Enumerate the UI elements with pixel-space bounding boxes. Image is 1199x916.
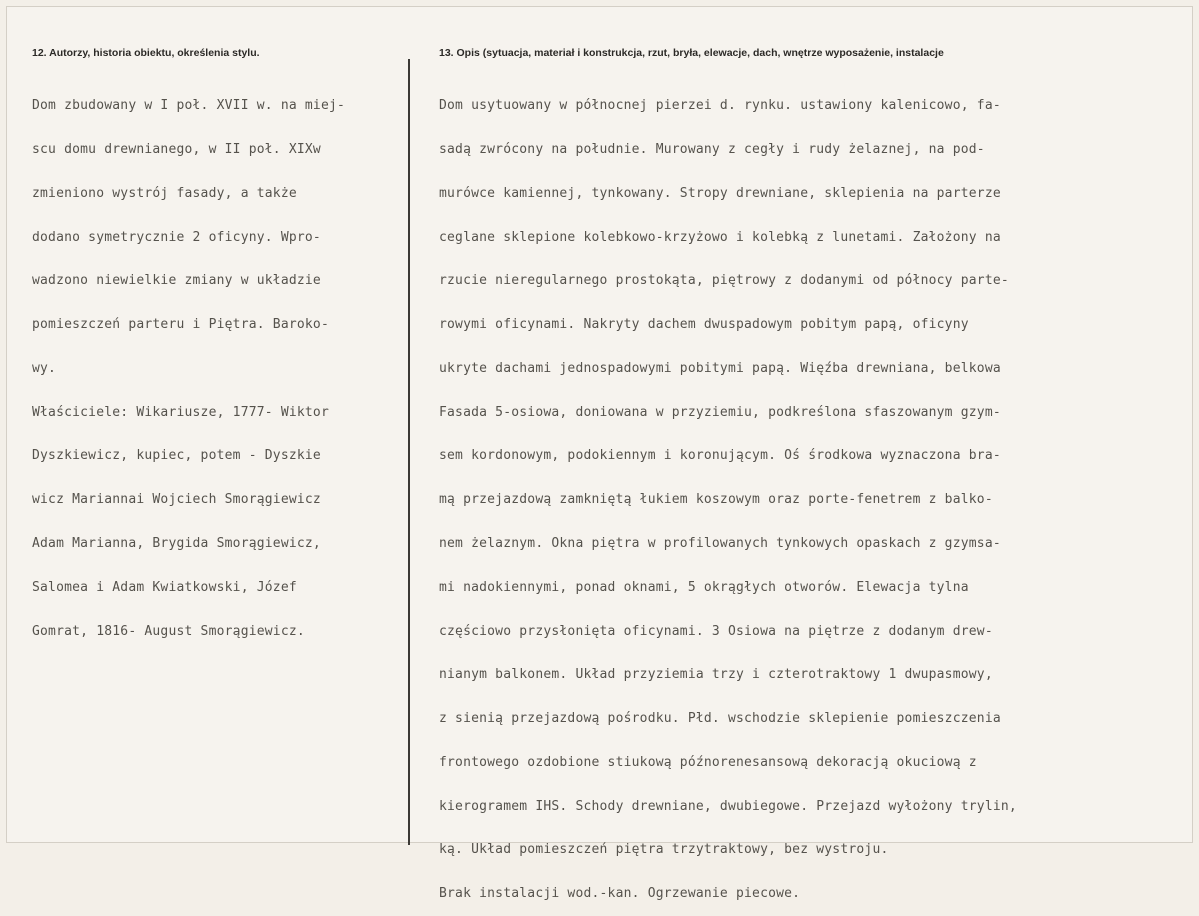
text-line: nem żelaznym. Okna piętra w profilowanych tynkowych opaskach z gzymsa-: [439, 536, 1001, 551]
text-line: Brak instalacji wod.-kan. Ogrzewanie piecowe.: [439, 886, 801, 902]
text-line: scu domu drewnianego, w II poł. XIXw: [32, 141, 321, 157]
section-12-text: [32, 70, 345, 654]
text-line: murówce kamiennej, tynkowany. Stropy drewniane, sklepienia na parterze: [439, 185, 1001, 201]
column-divider: [408, 59, 410, 845]
text-line: zmieniono wystrój fasady, a także: [32, 185, 297, 201]
text-line: wy.: [32, 360, 57, 376]
text-line: Dom usytuowany w północnej pierzei d. rynku. ustawiony kalenicowo, fa-: [439, 98, 1001, 114]
text-line: z sienią przejazdową pośrodku. Płd. wschodzie sklepienie pomieszczenia: [439, 711, 1001, 727]
text-line: częściowo przysłonięta oficynami. 3 Osiowa na piętrze z dodanym drew-: [439, 623, 993, 639]
text-line: mą przejazdową zamkniętą łukiem koszowym oraz porte-fenetrem z balko-: [439, 492, 993, 508]
text-line: Dyszkiewicz, kupiec, potem - Dyszkie: [32, 448, 321, 464]
text-line: ką. Układ pomieszczeń piętra trzytraktowy, bez wystroju.: [439, 842, 889, 858]
text-line: Fasada 5-osiowa, doniowana w przyziemiu, podkreślona sfaszowanym gzym-: [439, 404, 1001, 420]
section-13-text: [439, 70, 1017, 916]
section-12-heading: 12. Autorzy, historia obiektu, określenia stylu.: [32, 47, 260, 59]
text-line: frontowego ozdobione stiukową późnorenesansową dekoracją okuciową z: [439, 754, 977, 770]
text-line: rowymi oficynami. Nakryty dachem dwuspadowym pobitym papą, oficyny: [439, 317, 969, 333]
text-line: mi nadokiennymi, ponad oknami, 5 okrągłych otworów. Elewacja tylna: [439, 579, 969, 595]
text-line: dodano symetrycznie 2 oficyny. Wpro-: [32, 229, 321, 245]
text-line: pomieszczeń parteru i Piętra. Baroko-: [32, 317, 329, 333]
text-line: Salomea i Adam Kwiatkowski, Józef: [32, 579, 297, 595]
text-line: sem kordonowym, podokiennym i koronującym. Oś środkowa wyznaczona bra-: [439, 448, 1001, 464]
section-13-heading: 13. Opis (sytuacja, materiał i konstrukcja, rzut, bryła, elewacje, dach, wnętrze wyposażenie, instalacje: [439, 47, 944, 59]
text-line: Dom zbudowany w I poł. XVII w. na miej-: [32, 98, 346, 114]
text-line: ceglane sklepione kolebkowo-krzyżowo i kolebką z lunetami. Założony na: [439, 229, 1001, 245]
text-line: wicz Mariannai Wojciech Smorągiewicz: [32, 492, 321, 508]
text-line: wadzono niewielkie zmiany w układzie: [32, 273, 321, 289]
text-line: sadą zwrócony na południe. Murowany z cegły i rudy żelaznej, na pod-: [439, 141, 985, 157]
text-line: ukryte dachami jednospadowymi pobitymi papą. Więźba drewniana, belkowa: [439, 360, 1001, 376]
text-line: Gomrat, 1816- August Smorągiewicz.: [32, 623, 305, 639]
text-line: nianym balkonem. Układ przyziemia trzy i czterotraktowy 1 dwupasmowy,: [439, 667, 993, 683]
text-line: Właściciele: Wikariusze, 1777- Wiktor: [32, 404, 329, 420]
text-line: Adam Marianna, Brygida Smorągiewicz,: [32, 536, 321, 551]
text-line: rzucie nieregularnego prostokąta, piętrowy z dodanymi od północy parte-: [439, 273, 1009, 289]
text-line: kierogramem IHS. Schody drewniane, dwubiegowe. Przejazd wyłożony trylin,: [439, 798, 1017, 814]
